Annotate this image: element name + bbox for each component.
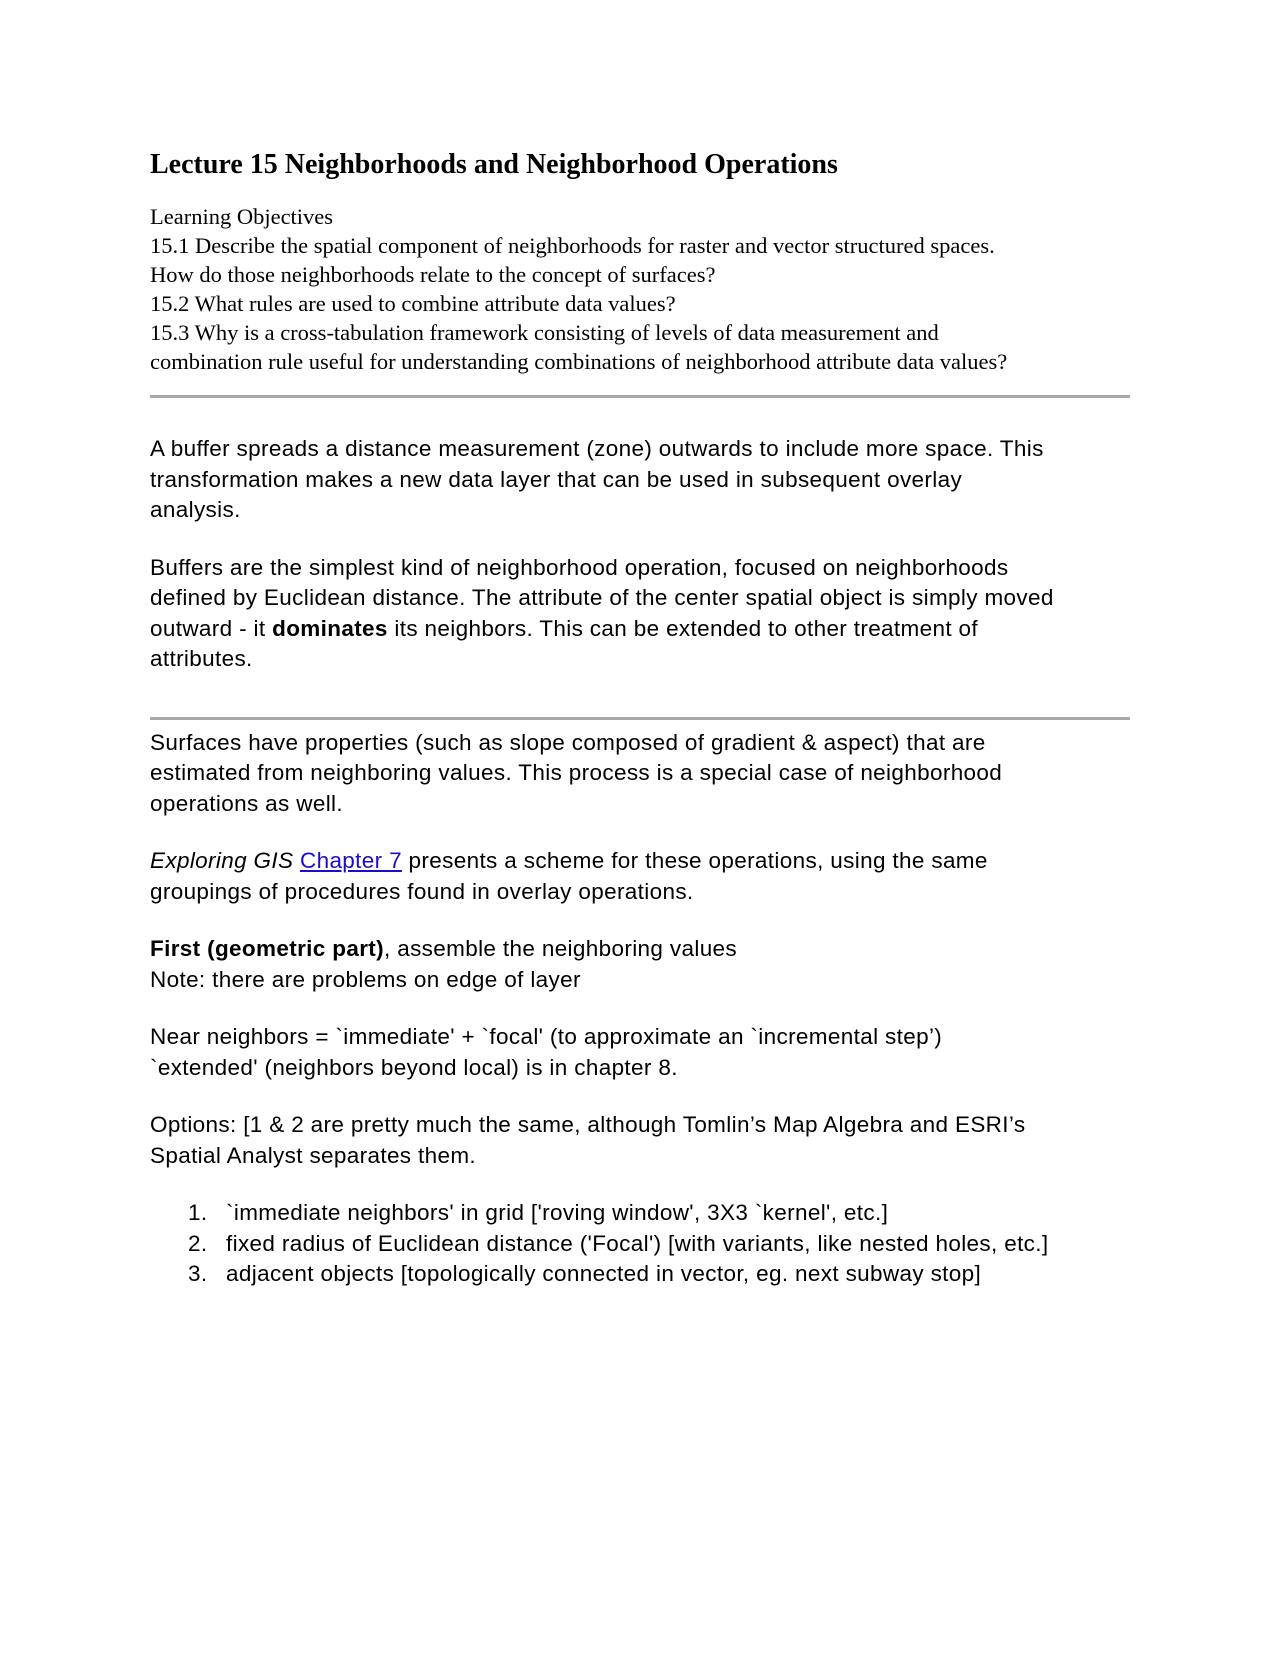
objective-line: 15.2 What rules are used to combine attribute data values? (150, 291, 676, 316)
objective-line: 15.1 Describe the spatial component of neighborhoods for raster and vector structured spaces. (150, 233, 995, 258)
paragraph-line: A buffer spreads a distance measurement (zone) outwards to include more space. This (150, 436, 1044, 461)
list-item (188, 1259, 1130, 1290)
list-number: 3. (188, 1261, 208, 1286)
learning-objectives (150, 202, 1130, 376)
line-text: its neighbors. This can be extended to other treatment of (387, 615, 979, 641)
first-paragraph (150, 934, 1130, 995)
list-item-text: `immediate neighbors' in grid ['roving window', 3X3 `kernel', etc.] (226, 1200, 889, 1225)
document-page (150, 148, 1130, 1290)
paragraph-line: operations as well. (150, 790, 343, 816)
bold-term: dominates (272, 615, 388, 641)
paragraph-line: Options: [1 & 2 are pretty much the same, although Tomlin’s Map Algebra and ESRI’s (150, 1112, 1026, 1137)
options-paragraph (150, 1110, 1130, 1171)
paragraph-line: Near neighbors = `immediate' + `focal' (to approximate an `incremental step’) (150, 1024, 943, 1049)
line-text: presents a scheme for these operations, using the same (401, 848, 988, 873)
line-text: , assemble the neighboring values (384, 936, 738, 961)
line-text: outward - it (150, 615, 273, 641)
list-item (188, 1198, 1130, 1229)
list-item-text: adjacent objects [topologically connected in vector, eg. next subway stop] (226, 1261, 982, 1286)
paragraph-line: analysis. (150, 497, 241, 522)
book-title: Exploring GIS (150, 848, 294, 873)
paragraph-line: defined by Euclidean distance. The attribute of the center spatial object is simply moved (150, 585, 1054, 610)
paragraph-line (150, 846, 1130, 877)
bold-term: First (geometric part) (150, 936, 384, 961)
paragraph-line: Note: there are problems on edge of layer (150, 966, 581, 992)
paragraph-line: transformation makes a new data layer that can be used in subsequent overlay (150, 466, 963, 492)
page-title: Lecture 15 Neighborhoods and Neighborhood Operations (150, 149, 838, 180)
horizontal-divider (150, 395, 1130, 398)
objectives-heading: Learning Objectives (150, 204, 334, 229)
objective-line: 15.3 Why is a cross-tabulation framework consisting of levels of data measurement and (150, 320, 939, 345)
exploring-paragraph (150, 846, 1130, 907)
paragraph-line: Surfaces have properties (such as slope composed of gradient & aspect) that are (150, 729, 986, 755)
buffers-paragraph (150, 553, 1130, 675)
paragraph-line: Spatial Analyst separates them. (150, 1142, 477, 1168)
list-number: 1. (188, 1200, 208, 1225)
list-item (188, 1229, 1130, 1260)
options-list (150, 1198, 1130, 1290)
paragraph-line: `extended' (neighbors beyond local) is in chapter 8. (150, 1054, 678, 1080)
paragraph-line: Buffers are the simplest kind of neighborhood operation, focused on neighborhoods (150, 554, 1009, 580)
near-neighbors-paragraph (150, 1022, 1130, 1083)
list-number: 2. (188, 1230, 208, 1256)
list-item-text: fixed radius of Euclidean distance ('Focal') [with variants, like nested holes, etc.] (226, 1230, 1049, 1256)
paragraph-line (150, 934, 1130, 965)
objective-line: How do those neighborhoods relate to the concept of surfaces? (150, 262, 716, 287)
buffer-paragraph (150, 434, 1130, 526)
paragraph-line: groupings of procedures found in overlay operations. (150, 878, 694, 904)
paragraph-line: estimated from neighboring values. This process is a special case of neighborhood (150, 760, 1003, 785)
surfaces-paragraph (150, 728, 1130, 820)
chapter-7-link[interactable]: Chapter 7 (299, 848, 402, 873)
paragraph-line: attributes. (150, 646, 253, 671)
paragraph-line (150, 614, 1130, 645)
objective-line: combination rule useful for understanding combinations of neighborhood attribute data values? (150, 349, 1008, 374)
horizontal-divider (150, 717, 1130, 720)
